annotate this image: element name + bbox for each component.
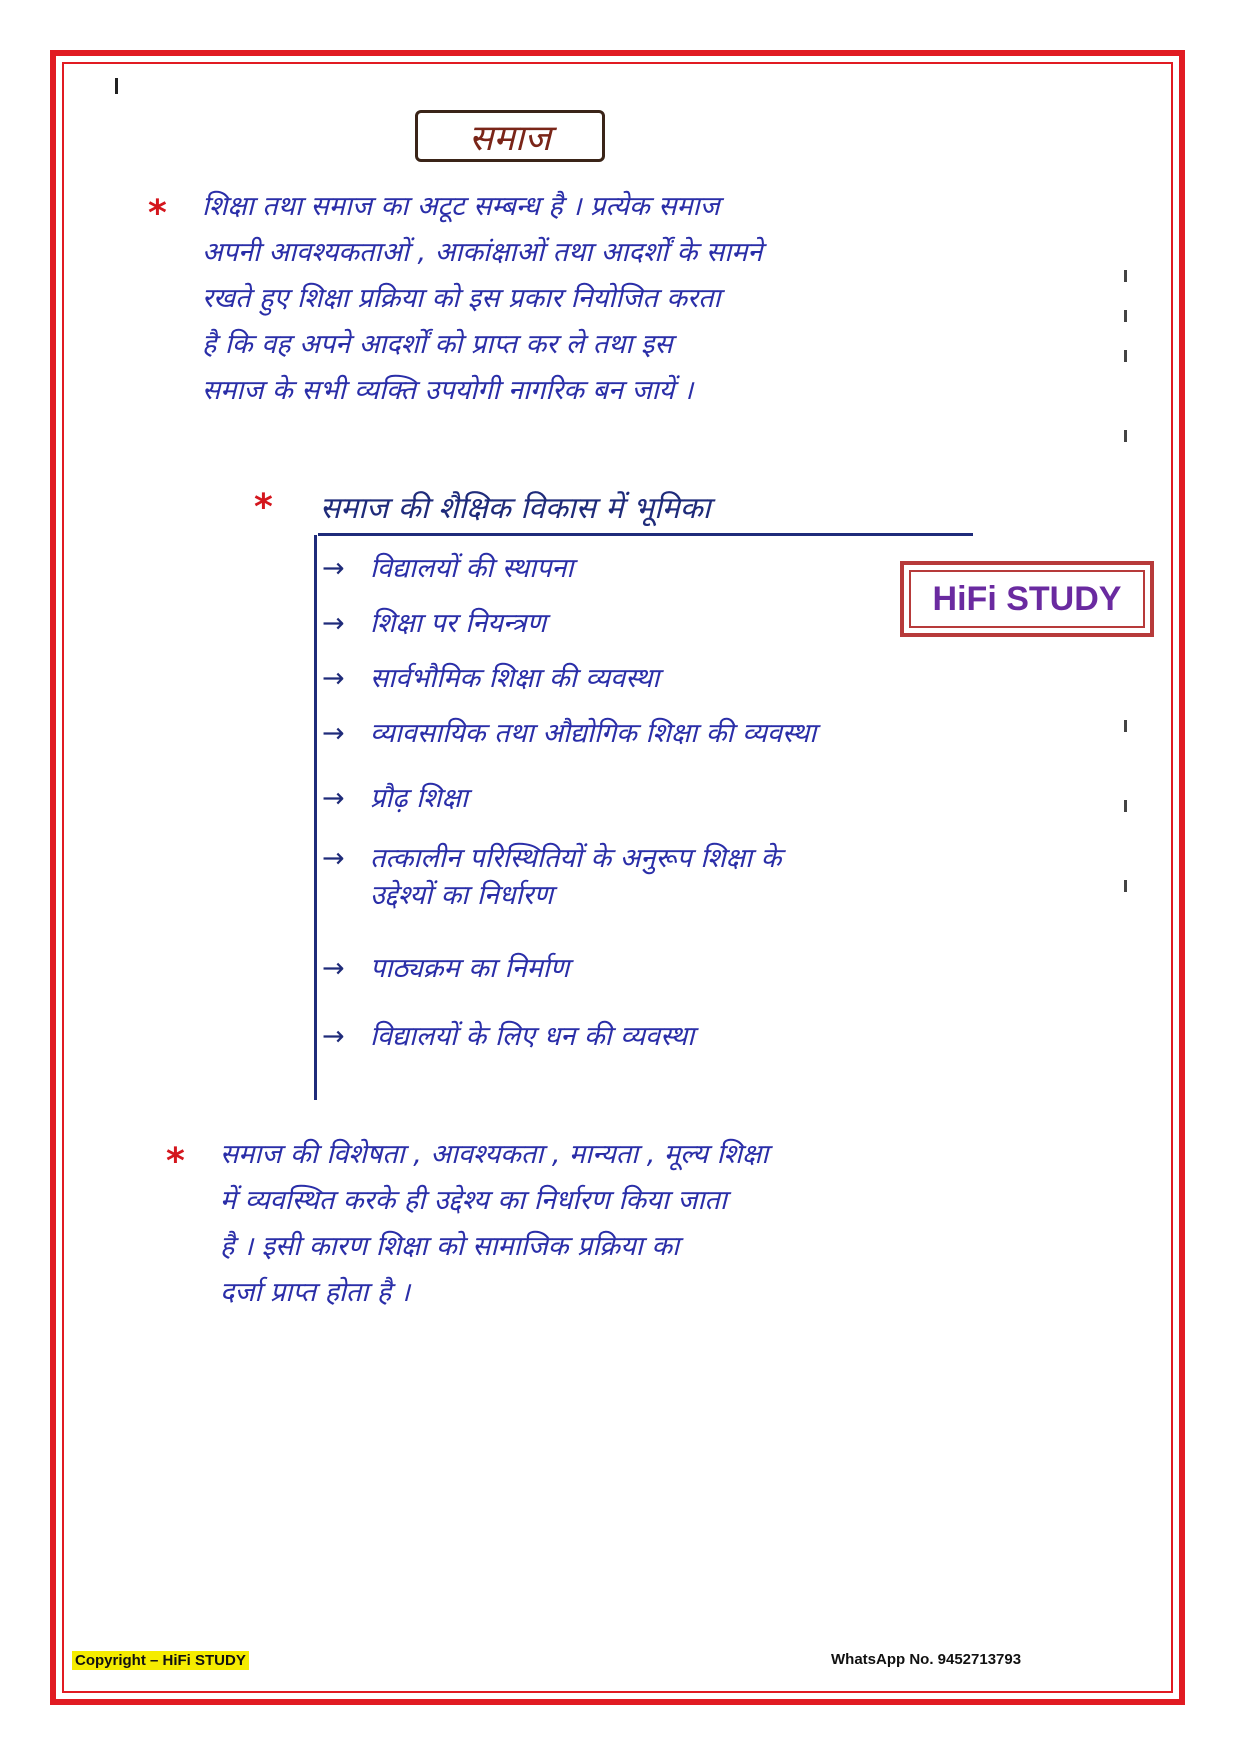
intro-line: रखते हुए शिक्षा प्रक्रिया को इस प्रकार नियोजित करता [202, 283, 721, 314]
arrow-icon: → [322, 553, 345, 584]
arrow-icon: → [322, 1021, 345, 1052]
list-item-text: व्यावसायिक तथा औद्योगिक शिक्षा की व्यवस्था [370, 718, 817, 749]
closing-line: है । इसी कारण शिक्षा को सामाजिक प्रक्रिया का [220, 1231, 680, 1262]
list-item-text: विद्यालयों की स्थापना [370, 553, 574, 584]
arrow-icon: → [322, 608, 345, 639]
corner-mark [115, 78, 118, 94]
arrow-icon: → [322, 783, 345, 814]
copyright-notice: Copyright – HiFi STUDY [72, 1651, 249, 1670]
section-heading: समाज की शैक्षिक विकास में भूमिका [320, 491, 711, 526]
arrow-icon: → [322, 663, 345, 694]
closing-paragraph [220, 1132, 768, 1316]
intro-line: समाज के सभी व्यक्ति उपयोगी नागरिक बन जायें । [202, 375, 694, 406]
heading-underline [318, 533, 973, 536]
closing-line: समाज की विशेषता , आवश्यकता , मान्यता , मूल्य शिक्षा [220, 1139, 769, 1170]
brand-stamp [900, 561, 1154, 637]
list-item-text: विद्यालयों के लिए धन की व्यवस्था [370, 1021, 695, 1052]
margin-mark [1124, 800, 1127, 812]
page-title: समाज [415, 110, 605, 162]
intro-line: है कि वह अपने आदर्शों को प्राप्त कर ले तथा इस [202, 329, 673, 360]
closing-line: में व्यवस्थित करके ही उद्देश्य का निर्धारण किया जाता [220, 1185, 727, 1216]
list-item-text: प्रौढ़ शिक्षा [370, 783, 468, 814]
arrow-icon: → [322, 718, 345, 749]
margin-mark [1124, 310, 1127, 322]
arrow-icon: → [322, 843, 345, 874]
margin-mark [1124, 430, 1127, 442]
list-item [322, 548, 573, 585]
margin-mark [1124, 880, 1127, 892]
list-item-text: पाठ्यक्रम का निर्माण [370, 953, 570, 984]
list-item [322, 948, 569, 985]
intro-line: शिक्षा तथा समाज का अटूट सम्बन्ध है । प्रत्येक समाज [202, 191, 720, 222]
list-item [322, 778, 468, 815]
list-item-text: सार्वभौमिक शिक्षा की व्यवस्था [370, 663, 660, 694]
intro-line: अपनी आवश्यकताओं , आकांक्षाओं तथा आदर्शों के सामने [202, 237, 763, 268]
bullet-star-icon: * [254, 487, 273, 528]
list-item [322, 713, 816, 750]
list-item-text: तत्कालीन परिस्थितियों के अनुरूप शिक्षा के [370, 843, 782, 874]
list-item [322, 603, 546, 640]
intro-paragraph [202, 184, 762, 414]
margin-mark [1124, 720, 1127, 732]
list-item [322, 838, 781, 912]
brand-label: HiFi STUDY [909, 570, 1145, 628]
list-item-text: शिक्षा पर नियन्त्रण [370, 608, 547, 639]
bullet-star-icon: * [148, 193, 167, 234]
list-item [322, 1016, 694, 1053]
arrow-icon: → [322, 953, 345, 984]
list-item-continuation: उद्देश्यों का निर्धारण [370, 880, 554, 911]
whatsapp-contact: WhatsApp No. 9452713793 [831, 1651, 1022, 1668]
margin-mark [1124, 270, 1127, 282]
bullet-star-icon: * [166, 1141, 185, 1182]
tree-branch-line [314, 535, 317, 1100]
closing-line: दर्जा प्राप्त होता है । [220, 1277, 411, 1308]
list-item [322, 658, 659, 695]
margin-mark [1124, 350, 1127, 362]
